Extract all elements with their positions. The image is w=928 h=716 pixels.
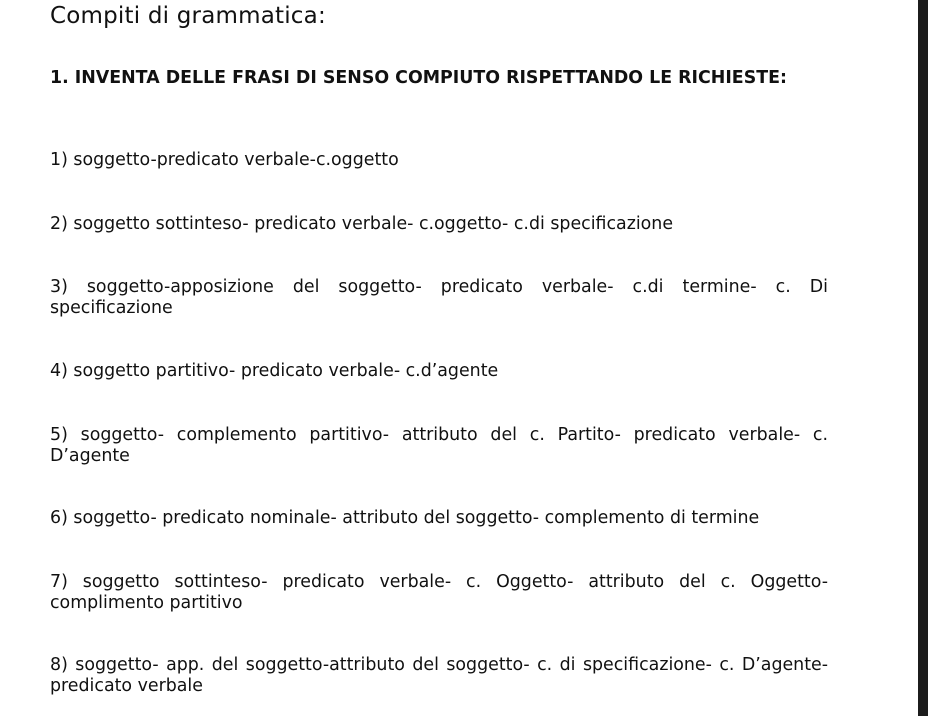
list-item: 3) soggetto-apposizione del soggetto- predicato verbale- c.di termine- c. Di specificazione [50,277,828,318]
list-item: 8) soggetto- app. del soggetto-attributo del soggetto- c. di specificazione- c. D’agente- predicato verbale [50,655,828,696]
page-title: Compiti di grammatica: [50,3,326,29]
list-item: 6) soggetto- predicato nominale- attributo del soggetto- complemento di termine [50,508,760,528]
list-item: 2) soggetto sottinteso- predicato verbale- c.oggetto- c.di specificazione [50,214,674,234]
list-item: 5) soggetto- complemento partitivo- attributo del c. Partito- predicato verbale- c. D’agente [50,425,828,466]
exercise-instruction: 1. INVENTA DELLE FRASI DI SENSO COMPIUTO RISPETTANDO LE RICHIESTE: [50,68,787,88]
screen-edge [918,0,928,716]
list-item: 4) soggetto partitivo- predicato verbale- c.d’agente [50,361,499,381]
list-item: 7) soggetto sottinteso- predicato verbale- c. Oggetto- attributo del c. Oggetto- complimento partitivo [50,572,828,613]
list-item: 1) soggetto-predicato verbale-c.oggetto [50,150,399,170]
